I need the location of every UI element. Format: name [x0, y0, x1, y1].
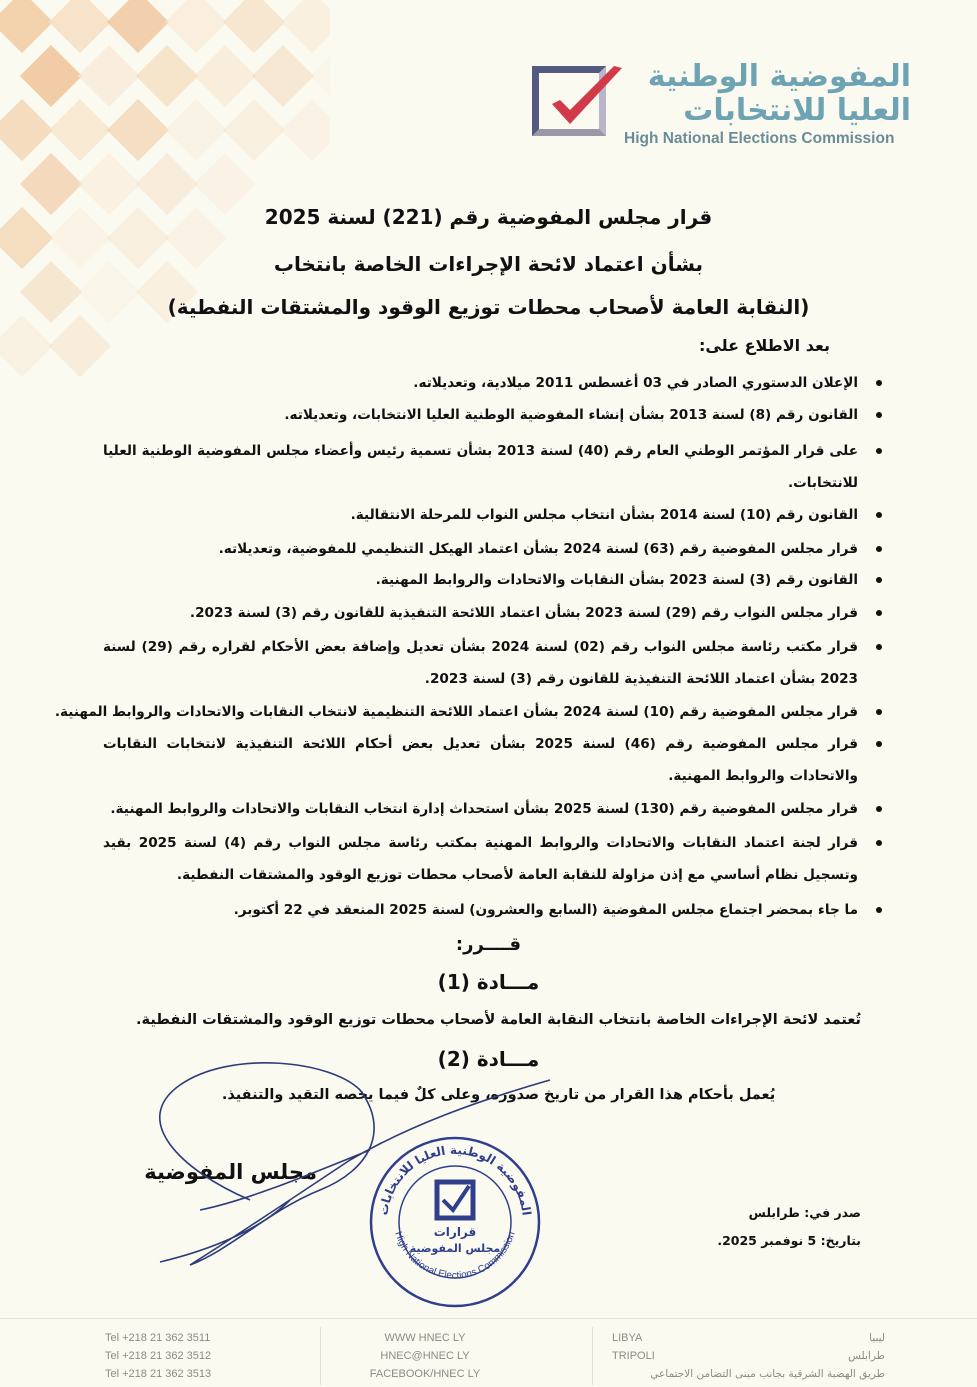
footer-location-en: [612, 1329, 655, 1365]
preamble-item: [284, 399, 858, 431]
preamble-item-text: قرار مجلس المفوضية رقم (10) لسنة 2024 بشأن اعتماد اللائحة التنظيمية لانتخاب النقابات والاتحادات والروابط المهنية.: [54, 704, 858, 720]
phone-3: Tel +218 21 362 3513: [105, 1368, 212, 1380]
preamble-item-text: على قرار المؤتمر الوطني العام رقم (40) لسنة 2013 بشأن تسمية رئيس وأعضاء مجلس المفوضية الوطنية العليا للانتخابات.: [103, 443, 858, 491]
check-mark-icon: [544, 62, 624, 137]
email-link[interactable]: HNEC@HNEC LY: [380, 1350, 470, 1362]
decorative-diamond: [223, 99, 285, 161]
city-ar: طرابلس: [848, 1350, 885, 1362]
footer-divider: [320, 1327, 321, 1385]
preamble-item-text: قرار لجنة اعتماد النقابات والاتحادات والروابط المهنية بمكتب رئاسة مجلس النواب رقم (4) لسنة 2025 بقيد وتسجيل نظام أساسي مع إذن مزاولة للنقابة العامة لأصحاب محطات توزيع الوقود والمشتقات النفطية.: [103, 835, 858, 883]
bullet-icon: [876, 448, 882, 454]
decorative-diamond: [165, 0, 227, 53]
bullet-icon: [876, 577, 882, 583]
stamp-center-line2: مجلس المفوضية: [409, 1242, 501, 1255]
preamble-item-text: قرار مجلس المفوضية رقم (63) لسنة 2024 بشأن اعتماد الهيكل التنظيمي للمفوضية، وتعديلاته.: [218, 541, 858, 557]
stamp-center-line1: قرارات: [433, 1225, 477, 1239]
decorative-diamond: [281, 99, 330, 161]
stamp-ring-english: High National Elections Commission: [392, 1230, 518, 1282]
preamble-item: [55, 696, 858, 728]
decorative-diamond: [281, 0, 330, 53]
hnec-logo: [532, 59, 917, 157]
article-1-title: مـــادة (1): [437, 970, 540, 994]
logo-arabic: [648, 60, 911, 128]
phone-2: Tel +218 21 362 3512: [105, 1350, 212, 1362]
preamble-item: [103, 827, 858, 891]
footer: [0, 1318, 977, 1387]
preamble-item-text: قرار مجلس النواب رقم (29) لسنة 2023 بشأن اعتماد اللائحة التنفيذية للقانون رقم (3) لسنة 2023.: [189, 605, 858, 621]
decorative-diamond: [107, 99, 169, 161]
footer-web: [335, 1329, 515, 1383]
logo-english: High National Elections Commission: [624, 130, 895, 147]
bullet-icon: [876, 644, 882, 650]
facebook-link[interactable]: FACEBOOK/HNEC LY: [369, 1368, 481, 1380]
decorative-diamond: [194, 45, 256, 107]
preamble-item: [376, 564, 858, 596]
bullet-icon: [876, 546, 882, 552]
preamble-item-text: قرار مجلس المفوضية رقم (46) لسنة 2025 بشأن تعديل بعض أحكام اللائحة التنفيذية لانتخابات النقابات والاتحادات والروابط المهنية.: [103, 736, 858, 784]
decorative-diamond: [310, 45, 330, 107]
bullet-icon: [876, 380, 882, 386]
footer-phones: [105, 1329, 211, 1383]
logo-arabic-line2: العليا للانتخابات: [683, 93, 911, 128]
decorative-diamond: [0, 0, 53, 53]
logo-arabic-line1: المفوضية الوطنية: [647, 59, 911, 94]
preamble-item: [103, 435, 858, 499]
signatory: مجلس المفوضية: [144, 1160, 317, 1184]
bullet-icon: [876, 412, 882, 418]
decorative-pattern: [0, 0, 330, 380]
preamble-item: [110, 793, 858, 825]
address-ar: طريق الهضبة الشرقية بجانب مبنى التضامن الاجتماعي: [650, 1368, 885, 1380]
preamble-item: [219, 533, 858, 565]
bullet-icon: [876, 840, 882, 846]
bullet-icon: [876, 741, 882, 747]
article-2-text: يُعمل بأحكام هذا القرار من تاريخ صدوره، وعلى كلٌ فيما يخصه التقيد والتنفيذ.: [221, 1087, 776, 1103]
stamp-ring-arabic: المفوضية الوطنية العليا للانتخابات: [376, 1142, 534, 1217]
bullet-icon: [876, 610, 882, 616]
preamble-item-text: ما جاء بمحضر اجتماع مجلس المفوضية (السابع والعشرون) لسنة 2025 المنعقد في 22 أكتوبر.: [233, 902, 858, 918]
preamble-item-text: القانون رقم (3) لسنة 2023 بشأن النقابات والاتحادات والروابط المهنية.: [375, 572, 858, 588]
country-en: LIBYA: [612, 1332, 643, 1344]
bullet-icon: [876, 806, 882, 812]
decorative-diamond: [49, 315, 111, 377]
country-ar: ليبيا: [869, 1332, 885, 1344]
decided-heading: قــــرر:: [455, 934, 522, 955]
preamble-item-text: الإعلان الدستوري الصادر في 03 أغسطس 2011 ميلادية، وتعديلاته.: [413, 375, 858, 391]
footer-divider: [592, 1327, 593, 1385]
issued-at: صدر في: طرابلس: [748, 1205, 861, 1220]
bullet-icon: [876, 907, 882, 913]
preamble-heading: بعد الاطلاع على:: [698, 336, 830, 355]
decision-subject: بشأن اعتماد لائحة الإجراءات الخاصة بانتخاب: [273, 252, 704, 276]
decorative-diamond: [49, 0, 111, 53]
decorative-diamond: [0, 315, 53, 377]
preamble-item: [103, 631, 858, 695]
decorative-diamond: [20, 45, 82, 107]
city-en: TRIPOLI: [612, 1350, 655, 1362]
decorative-diamond: [252, 45, 314, 107]
footer-location-ar: [650, 1329, 885, 1383]
bullet-icon: [876, 709, 882, 715]
preamble-item: [234, 894, 858, 926]
decorative-diamond: [136, 45, 198, 107]
issued-date: بتاريخ: 5 نوفمبر 2025.: [717, 1233, 861, 1248]
decorative-diamond: [107, 0, 169, 53]
phone-1: Tel +218 21 362 3511: [105, 1332, 211, 1344]
bullet-icon: [876, 512, 882, 518]
decorative-diamond: [78, 45, 140, 107]
decorative-diamond: [49, 99, 111, 161]
article-2-title: مـــادة (2): [437, 1047, 540, 1071]
decorative-diamond: [223, 0, 285, 53]
preamble-item: [190, 597, 858, 629]
preamble-item-text: قرار مكتب رئاسة مجلس النواب رقم (02) لسنة 2024 بشأن تعديل وإضافة بعض الأحكام لقراره رقم (29) لسنة 2023 بشأن اعتماد اللائحة التنفيذية للقانون رقم (3) لسنة 2023.: [103, 639, 858, 687]
preamble-item-text: القانون رقم (10) لسنة 2014 بشأن انتخاب مجلس النواب للمرحلة الانتقالية.: [350, 507, 858, 523]
preamble-item: [103, 728, 858, 792]
preamble-item-text: القانون رقم (8) لسنة 2013 بشأن إنشاء المفوضية الوطنية العليا الانتخابات، وتعديلاته.: [284, 407, 858, 423]
decision-subject-entity: (النقابة العامة لأصحاب محطات توزيع الوقود والمشتقات النفطية): [167, 295, 810, 319]
preamble-item: [351, 499, 858, 531]
handwritten-signature: [120, 1050, 560, 1280]
preamble-item: [413, 367, 858, 399]
website-link[interactable]: WWW HNEC LY: [384, 1332, 466, 1344]
preamble-item-text: قرار مجلس المفوضية رقم (130) لسنة 2025 بشأن استحداث إدارة انتخاب النقابات والاتحادات والروابط المهنية.: [110, 801, 858, 817]
decorative-diamond: [0, 99, 53, 161]
decision-title: قرار مجلس المفوضية رقم (221) لسنة 2025: [264, 205, 713, 229]
article-1-text: تُعتمد لائحة الإجراءات الخاصة بانتخاب النقابة العامة لأصحاب محطات توزيع الوقود والمشتقات النفطية.: [136, 1012, 861, 1028]
decorative-diamond: [165, 99, 227, 161]
